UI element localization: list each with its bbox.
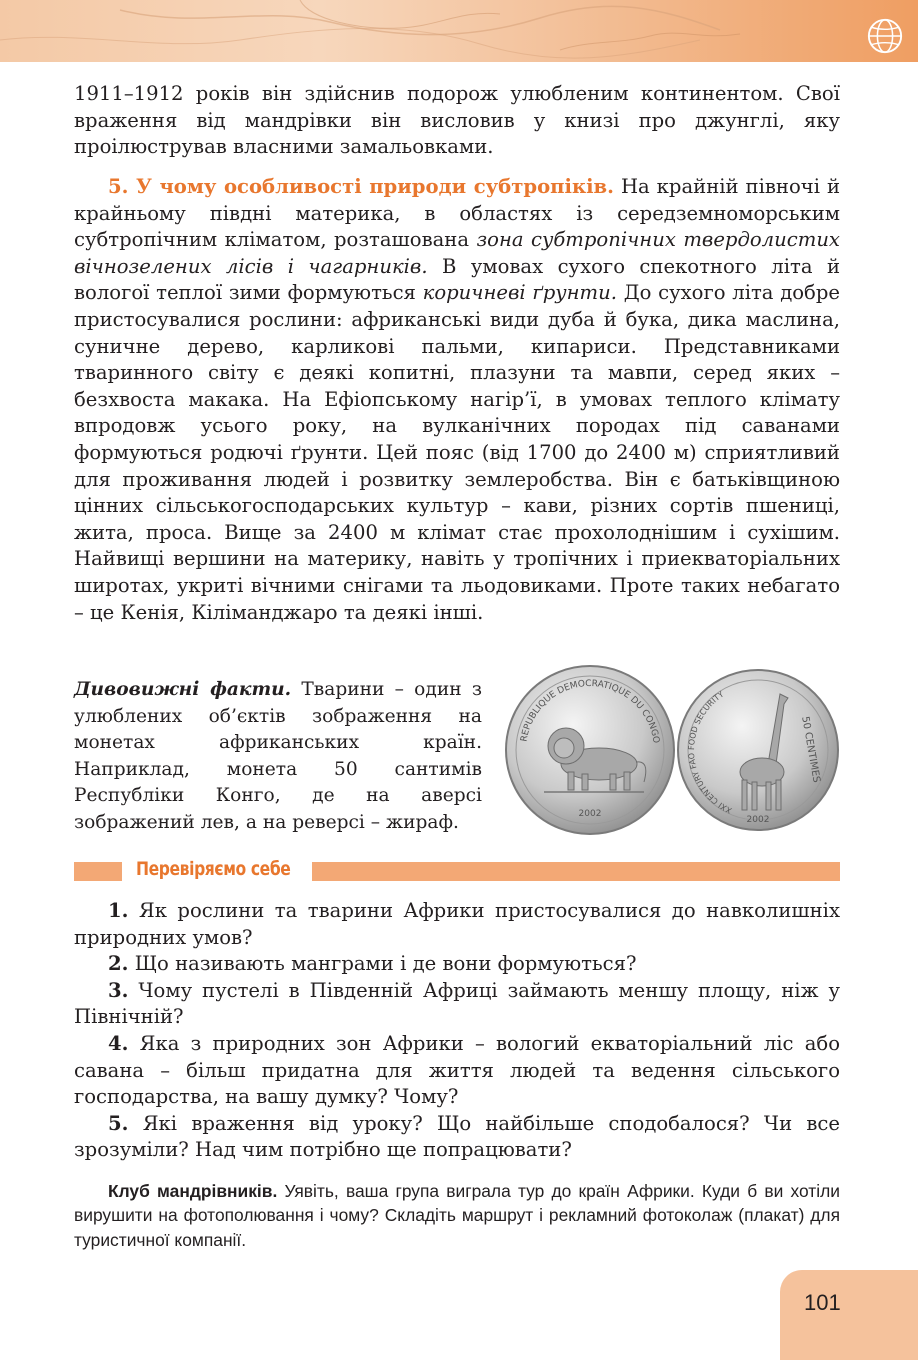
section-header: [74, 860, 840, 884]
paragraph-intro: 1911–1912 років він здійснив подорож улюбленим континентом. Свої враження від мандрівки він висловив у книзі про джунглі, яку проілюстрував власними замальовками.: [74, 82, 840, 159]
section-strip-left: [74, 862, 122, 881]
facts-title: Дивовижні факти.: [74, 679, 292, 700]
facts-text: Тварини – один з улюблених об’єктів зображення на монетах африканських країн. Наприклад, монета 50 сантимів Республіки Конго, де на аверсі зображений лев, а на реверсі – жираф.: [74, 679, 482, 833]
amazing-facts: [74, 677, 482, 837]
reverse-inscription-right: 50 CENTIMES: [799, 715, 822, 784]
questions-list: [74, 898, 840, 1164]
question-item: 2. Що називають манграми і де вони формуються?: [108, 952, 637, 976]
obverse-year: 2002: [578, 809, 602, 819]
coins-image: [504, 664, 840, 836]
paragraph-subtropics: [74, 174, 840, 626]
question-item: 4. Яка з природних зон Африки – вологий екваторіальний ліс або савана – більш придатна для життя людей та ведення сільського господарства, на вашу думку? Чому?: [74, 1031, 840, 1109]
obverse-inscription: REPUBLIQUE DEMOCRATIQUE DU CONGO: [519, 678, 661, 745]
club-text: Уявіть, ваша група виграла тур до країн Африки. Куди б ви хотіли вирушити на фотополювання і чому? Складіть маршрут і рекламний фотоколаж (плакат) для туристичної компанії.: [74, 1181, 840, 1250]
page-number: 101: [804, 1290, 841, 1315]
top-banner: [0, 0, 918, 62]
club-title: Клуб мандрівників.: [108, 1181, 278, 1201]
question-item: 3. Чому пустелі в Південній Африці займають меншу площу, ніж у Північній?: [74, 978, 840, 1029]
paragraph-italic: зона субтропічних твердолистих вічнозелених лісів і чагарників.: [74, 228, 840, 278]
map-decoration: [0, 0, 918, 62]
paragraph-text: На крайній півночі й крайньому півдні материка, в областях із середземноморським субтропічним кліматом, розташована: [74, 175, 840, 252]
globe-icon: [866, 17, 904, 55]
coin-reverse: [667, 670, 838, 830]
question-item: 1. Як рослини та тварини Африки пристосувалися до навколишніх природних умов?: [74, 899, 840, 949]
section-title: Перевіряємо себе: [136, 858, 291, 880]
coin-obverse: [506, 666, 674, 834]
subtropics-heading: 5. У чому особливості природи субтропіків.: [108, 175, 614, 198]
reverse-year: 2002: [746, 815, 770, 825]
section-strip-right: [312, 862, 840, 881]
page-number-box: [780, 1270, 918, 1360]
paragraph-text: До сухого літа добре пристосувалися рослини: африканські види дуба й бука, дика маслина, суничне дерево, карликові пальми, кипариси. Представниками тваринного світу є деякі копитні, плазуни та мавпи, серед яких – безхвоста макака. На Ефіопському нагір’ї, в умовах теплого клімату впродовж усього року, на вулканічних породах під саванами формуються родючі ґрунти. Цей пояс (від 1700 до 2400 м) сприятливий для проживання людей і розвитку землеробства. Він є батьківщиною цінних сільськогосподарських культур – кави, різних сортів пшениці, жита, проса. Вище за 2400 м клімат стає прохолоднішим і сухішим. Найвищі вершини на материку, навіть у тропічних і приекваторіальних широтах, укриті вічними снігами та льодовиками. Проте таких небагато – це Кенія, Кіліманджаро та деякі інші.: [74, 281, 840, 624]
travelers-club: [74, 1179, 840, 1252]
paragraph-italic: коричневі ґрунти.: [422, 281, 617, 305]
reverse-inscription-left: XXI CENTURY FAO FOOD SECURITY: [686, 689, 734, 816]
question-item: 5. Які враження від уроку? Що найбільше сподобалося? Чи все зрозуміли? Над чим потрібно ще попрацювати?: [74, 1111, 840, 1162]
paragraph-text: В умовах сухого спекотного літа й вологої теплої зими формуються: [74, 254, 841, 305]
